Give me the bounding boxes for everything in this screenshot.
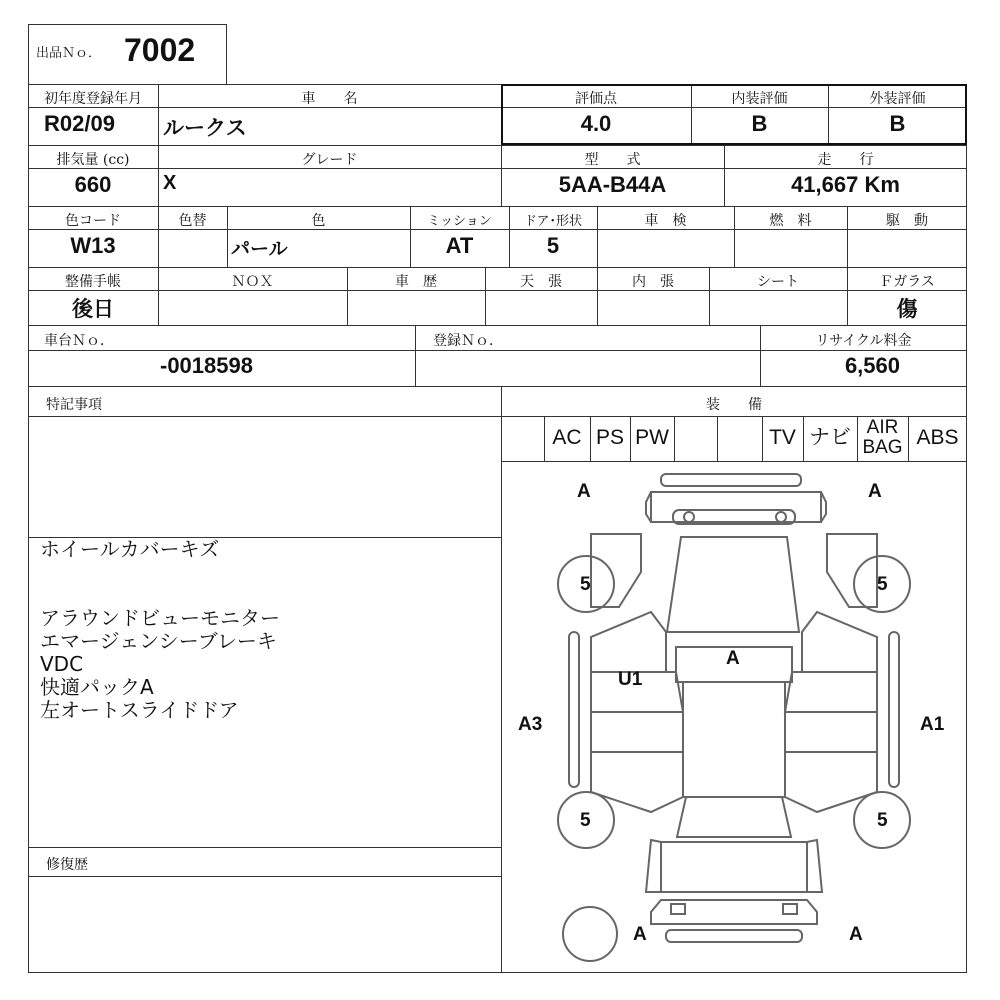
remark-line: VDC [40,652,84,676]
grade-value: X [163,172,177,194]
mark-rear-right-tire: 5 [877,810,888,831]
mark-top-left: A [577,481,591,502]
color-value: パール [231,238,288,260]
color-code-value: W13 [70,233,116,258]
mark-left-side: A3 [518,714,543,735]
repair-label: 修復歴 [46,857,88,873]
mark-top-right: A [868,481,882,502]
history-label: 車 歴 [395,274,437,290]
fglass-value: 傷 [896,297,918,321]
registration-label: 登録Ｎｏ． [433,333,503,349]
recycle-label: リサイクル料金 [815,333,912,349]
drive-label: 駆 動 [886,213,928,229]
fuel-label: 燃 料 [769,213,812,229]
lot-label: 出品Ｎｏ． [36,46,102,61]
transmission-label: ミッション [427,214,492,229]
mark-rear-left-tire: 5 [580,810,591,831]
equip-airbag: AIR BAG [862,417,903,458]
equip-tv: TV [769,426,796,449]
first-reg-value: R02/09 [44,111,115,136]
remarks-list [40,538,495,838]
first-reg-label: 初年度登録年月 [44,91,142,107]
equip-navi: ナビ [809,426,851,449]
lot-number: 7002 [124,32,196,68]
car-body-diagram [501,462,967,973]
transmission-value: AT [445,233,474,258]
color-label: 色 [311,213,326,229]
interior-value: B [751,111,768,136]
car-name-value: ルークス [163,116,247,140]
mark-front-left-tire: 5 [580,574,591,595]
remark-line: ホイールカバーキズ [40,537,220,561]
remark-line [40,584,495,607]
equip-ps: PS [595,426,624,449]
mark-bottom-right: A [849,924,863,945]
inspection-label: 車 検 [644,213,687,229]
door-value: 5 [546,233,560,258]
seat-label: シート [757,274,799,290]
mileage-value: 41,667 Km [791,172,900,197]
roof-label: 天 張 [520,274,562,290]
interior-label: 内装評価 [731,91,788,107]
mark-u1: U1 [618,669,643,690]
remark-line: エマージェンシーブレーキ [40,629,277,653]
score-value: 4.0 [580,111,612,136]
equip-abs: ABS [916,426,959,449]
exterior-value: B [889,111,906,136]
door-label: ドア･形状 [523,214,583,229]
score-label: 評価点 [575,91,617,107]
mileage-label: 走 行 [817,152,874,168]
exterior-label: 外装評価 [869,91,926,107]
grade-label: グレード [301,152,358,168]
manual-value: 後日 [72,297,114,321]
interior-lining-label: 内 張 [632,274,674,290]
remark-line: アラウンドビューモニター [40,606,280,630]
mark-hood: A [726,648,740,669]
car-name-label: 車 名 [301,91,358,107]
chassis-label: 車台Ｎｏ． [44,333,114,349]
mark-bottom-left: A [633,924,647,945]
remark-line [40,561,495,584]
chassis-value: -0018598 [160,353,253,378]
equip-ac: AC [552,426,582,449]
displacement-label: 排気量 (cc) [56,152,130,168]
manual-label: 整備手帳 [65,274,121,290]
repaint-label: 色替 [178,213,207,229]
displacement-value: 660 [74,172,112,197]
mark-right-side: A1 [920,714,945,735]
nox-label: ＮＯＸ [231,274,274,290]
fglass-label: Ｆガラス [879,274,935,290]
recycle-value: 6,560 [844,353,900,378]
remark-line: 左オートスライドドア [40,698,239,722]
mark-front-right-tire: 5 [877,574,888,595]
remarks-label: 特記事項 [46,397,102,413]
model-label: 型 式 [584,152,641,168]
equipment-label: 装 備 [706,397,762,413]
model-value: 5AA-B44A [558,172,667,197]
color-code-label: 色コード [65,213,121,229]
remark-line: 快適パックA [40,675,154,699]
equip-pw: PW [635,426,669,449]
